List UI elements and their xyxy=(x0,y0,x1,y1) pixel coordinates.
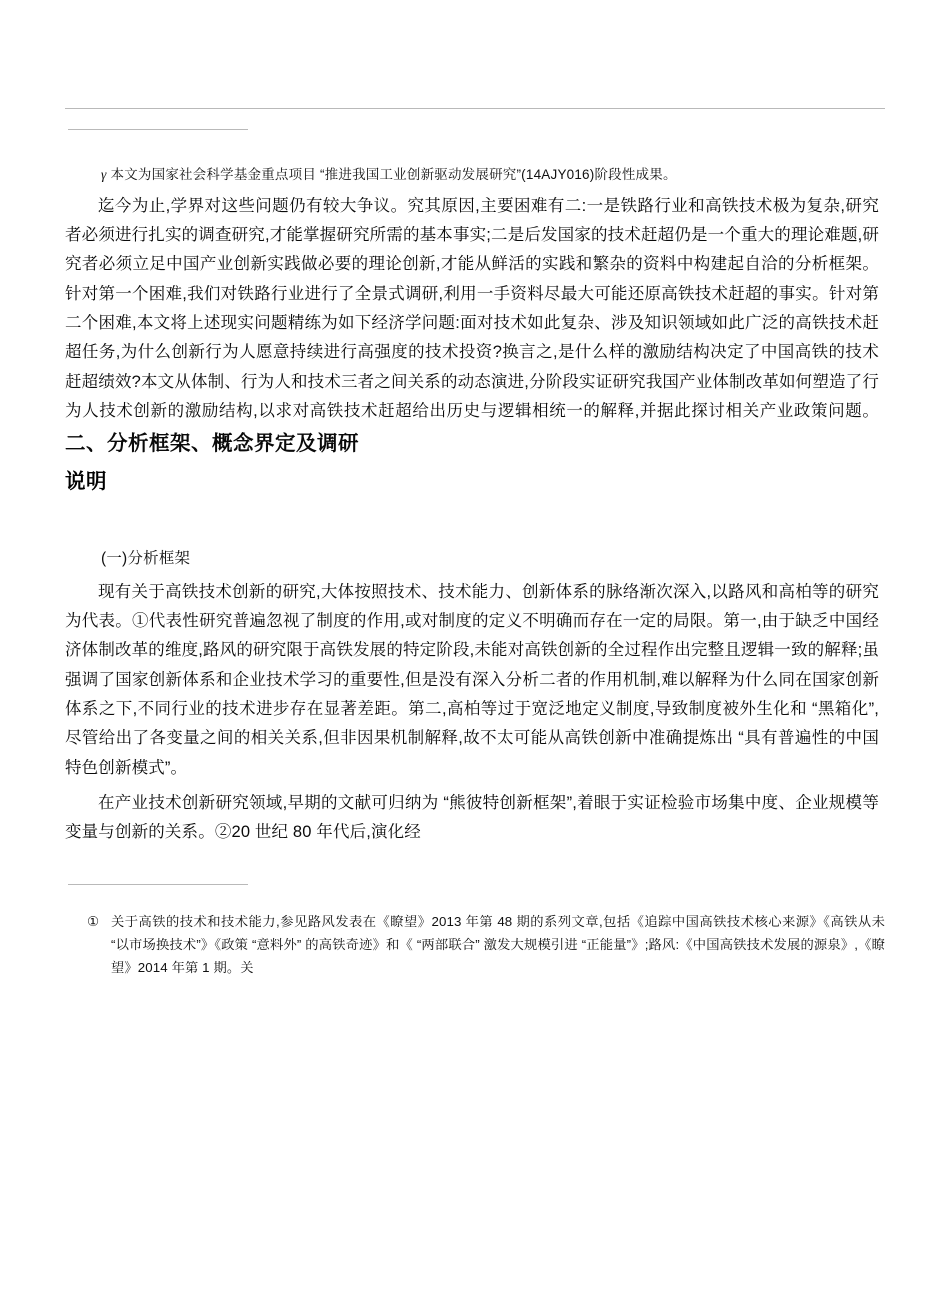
paragraph-1: 迄今为止,学界对这些问题仍有较大争议。究其原因,主要困难有二:一是铁路行业和高铁技术极为复杂,研究者必须进行扎实的调查研究,才能掌握研究所需的基本事实;二是后发国家的技术赶超仍是一个重大的理论难题,研究者必须立足中国产业创新实践做必要的理论创新,才能从鲜活的实践和繁杂的资料中构建起自洽的分析框架。针对第一个困难,我们对铁路行业进行了全景式调研,利用一手资料尽最大可能还原高铁技术赶超的事实。针对第二个困难,本文将上述现实问题精练为如下经济学问题:面对技术如此复杂、涉及知识领域如此广泛的高铁技术赶超任务,为什么创新行为人愿意持续进行高强度的技术投资?换言之,是什么样的激励结构决定了中国高铁的技术赶超绩效?本文从体制、行为人和技术三者之间关系的动态演进,分阶段实证研究我国产业体制改革如何塑造了行为人技术创新的激励结构,以求对高铁技术赶超给出历史与逻辑相统一的解释,并据此探讨相关产业政策问题。二、分析框架、概念界定及调研 xyxy=(65,196,879,456)
footnote-1 xyxy=(65,911,885,980)
footnote-text: 关于高铁的技术和技术能力,参见路风发表在《瞭望》2013 年第 48 期的系列文章,包括《追踪中国高铁技术核心来源》《高铁从未 “以市场换技术”》《政策 “意料外” 的高铁奇迹》和《 “两部联合” 激发大规模引进 “正能量”》;路风:《中国高铁技术发展的源泉》,《瞭望》2014 年第 1 期。关 xyxy=(111,913,885,975)
funding-note xyxy=(65,164,885,186)
top-divider-rule xyxy=(65,108,885,109)
section-heading xyxy=(65,465,885,499)
paragraph-2: 现有关于高铁技术创新的研究,大体按照技术、技术能力、创新体系的脉络渐次深入,以路风和高柏等的研究为代表。①代表性研究普遍忽视了制度的作用,或对制度的定义不明确而存在一定的局限。第一,由于缺乏中国经济体制改革的维度,路风的研究限于高铁发展的特定阶段,未能对高铁创新的全过程作出完整且逻辑一致的解释;虽强调了国家创新体系和企业技术学习的重要性,但是没有深入分析二者的作用机制,难以解释为什么同在国家创新体系之下,不同行业的技术进步存在显著差距。第二,高柏等过于宽泛地定义制度,导致制度被外生化和 “黑箱化”,尽管给出了各变量之间的相关关系,但非因果机制解释,故不太可能从高铁创新中准确提炼出 “具有普遍性的中国特色创新模式”。 xyxy=(65,582,879,777)
page-content xyxy=(65,0,885,979)
sub-heading: (一)分析框架 xyxy=(101,549,191,567)
section-heading-text: 说明 xyxy=(65,469,107,493)
paragraph-3: 在产业技术创新研究领域,早期的文献可归纳为 “熊彼特创新框架”,着眼于实证检验市场集中度、企业规模等变量与创新的关系。②20 世纪 80 年代后,演化经 xyxy=(65,794,879,842)
footnote-marker: ① xyxy=(87,913,99,929)
funding-note-marker: γ xyxy=(101,167,107,182)
section-heading-inline: 二、分析框架、概念界定及调研 xyxy=(65,432,359,456)
footnote-divider-rule xyxy=(68,884,248,885)
funding-note-text: 本文为国家社会科学基金重点项目 “推进我国工业创新驱动发展研究”(14AJY016)阶段性成果。 xyxy=(110,167,677,182)
funding-note-divider-rule xyxy=(68,129,248,130)
